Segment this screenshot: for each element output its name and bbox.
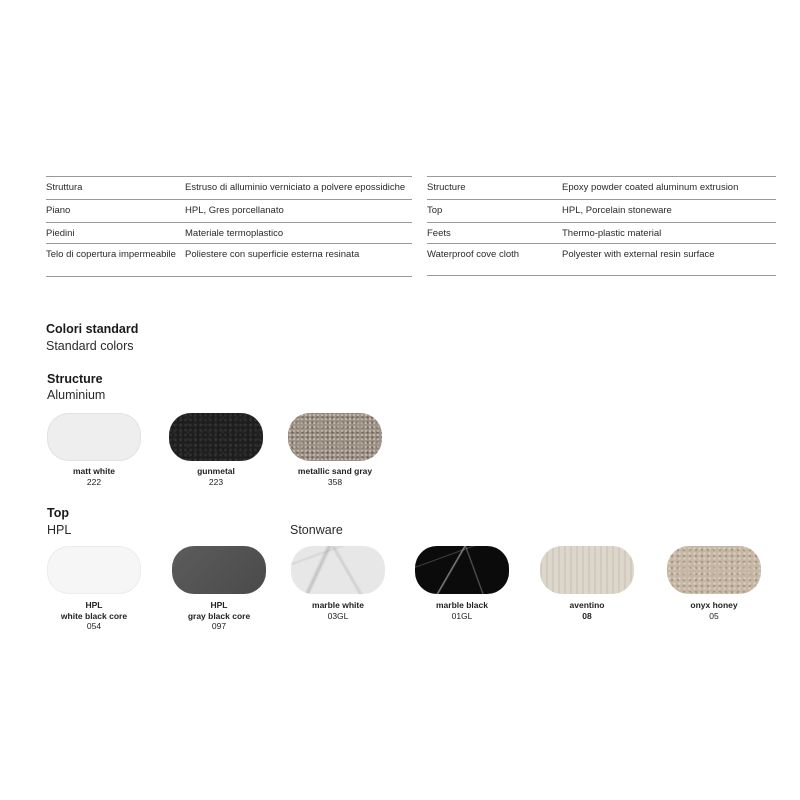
top-title: Top xyxy=(47,506,69,520)
swatch-name: HPL xyxy=(210,600,228,610)
swatch-code: 01GL xyxy=(451,610,473,621)
spec-key: Feets xyxy=(427,228,451,239)
swatch-name: marble white xyxy=(312,600,364,610)
spec-value: Epoxy powder coated aluminum extrusion xyxy=(562,182,739,193)
spec-value: HPL, Gres porcellanato xyxy=(185,205,284,216)
swatch-code: 223 xyxy=(208,476,224,487)
structure-title: Structure xyxy=(47,372,103,386)
spec-value: Poliestere con superficie esterna resinata xyxy=(185,249,360,260)
spec-key: Telo di copertura impermeabile xyxy=(46,249,176,260)
spec-row xyxy=(46,176,412,199)
swatch-name: metallic sand gray xyxy=(297,466,373,476)
spec-value: Estruso di alluminio verniciato a polvere epossidiche xyxy=(185,182,406,193)
swatch-caption xyxy=(278,600,398,621)
swatch-code: 08 xyxy=(582,610,592,621)
spec-table-english xyxy=(427,176,776,276)
swatch-caption xyxy=(159,600,279,632)
swatch-caption xyxy=(402,600,522,621)
spec-value: Thermo-plastic material xyxy=(562,228,662,239)
swatch-caption xyxy=(34,600,154,632)
spec-value: Materiale termoplastico xyxy=(185,228,284,239)
colors-subtitle: Standard colors xyxy=(46,339,134,353)
swatch-code: 358 xyxy=(327,476,343,487)
colors-title: Colori standard xyxy=(46,322,139,336)
spec-row xyxy=(427,222,776,243)
swatch-hpl-white-black-core xyxy=(47,546,141,594)
spec-row xyxy=(427,243,776,276)
spec-row xyxy=(46,199,412,222)
swatch-name: gunmetal xyxy=(197,466,235,476)
top-stoneware-label: Stonware xyxy=(290,523,343,537)
spec-key: Waterproof cove cloth xyxy=(427,249,520,260)
swatch-marble-white xyxy=(291,546,385,594)
swatch-name: matt white xyxy=(72,466,116,476)
swatch-name: marble black xyxy=(436,600,488,610)
spec-row xyxy=(46,243,412,277)
swatch-aventino xyxy=(540,546,634,594)
spec-value: HPL, Porcelain stoneware xyxy=(562,205,672,216)
top-hpl-label: HPL xyxy=(47,523,72,537)
swatch-caption xyxy=(275,466,395,487)
spec-row xyxy=(427,176,776,199)
swatch-caption xyxy=(654,600,774,621)
swatch-code: 222 xyxy=(86,476,102,487)
swatch-code: 05 xyxy=(709,610,719,621)
swatch-metallic-sand-gray xyxy=(288,413,382,461)
swatch-code: 054 xyxy=(86,621,102,631)
swatch-hpl-gray-black-core xyxy=(172,546,266,594)
spec-table-italian xyxy=(46,176,412,277)
swatch-caption xyxy=(527,600,647,621)
spec-key: Piedini xyxy=(46,228,75,239)
spec-row xyxy=(46,222,412,243)
swatch-code: 03GL xyxy=(327,610,349,621)
spec-key: Top xyxy=(427,205,443,216)
swatch-name-2: white black core xyxy=(60,610,128,621)
swatch-marble-black xyxy=(415,546,509,594)
swatch-onyx-honey xyxy=(667,546,761,594)
spec-key: Piano xyxy=(46,205,71,216)
swatch-name: HPL xyxy=(85,600,103,610)
structure-subtitle: Aluminium xyxy=(47,388,106,402)
swatch-caption xyxy=(34,466,154,487)
swatch-name: aventino xyxy=(569,600,605,610)
swatch-name-2: gray black core xyxy=(187,610,251,621)
spec-key: Structure xyxy=(427,182,466,193)
swatch-matt-white xyxy=(47,413,141,461)
spec-value: Polyester with external resin surface xyxy=(562,249,715,260)
swatch-name: onyx honey xyxy=(690,600,738,610)
spec-row xyxy=(427,199,776,222)
spec-key: Struttura xyxy=(46,182,83,193)
swatch-caption xyxy=(156,466,276,487)
swatch-gunmetal xyxy=(169,413,263,461)
swatch-code: 097 xyxy=(211,621,227,631)
